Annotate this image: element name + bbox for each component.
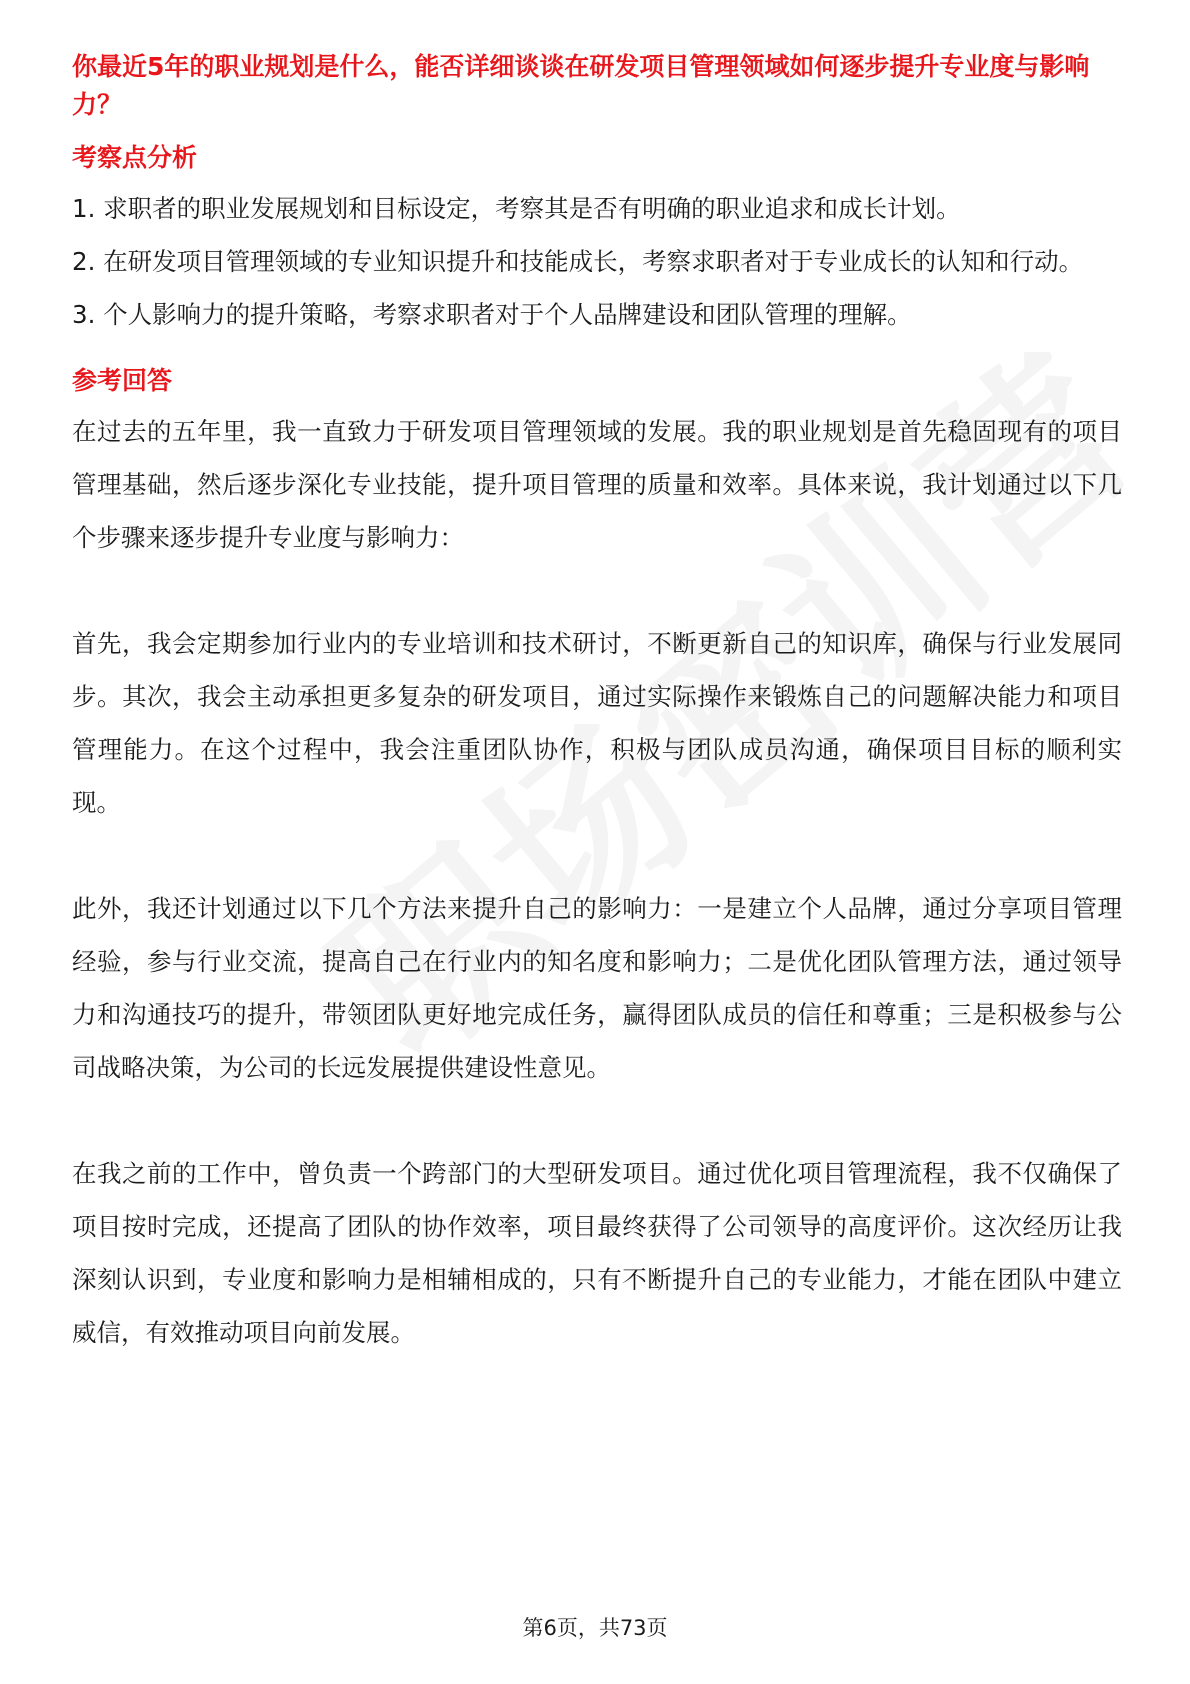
answer-paragraph: 在过去的五年里，我一直致力于研发项目管理领域的发展。我的职业规划是首先稳固现有的项目管理基础，然后逐步深化专业技能，提升项目管理的质量和效率。具体来说，我计划通过以下几个步骤来逐步提升专业度与影响力： — [72, 417, 1122, 552]
analysis-list — [72, 182, 1122, 341]
document-page — [72, 48, 1122, 1359]
analysis-item: 3. 个人影响力的提升策略，考察求职者对于个人品牌建设和团队管理的理解。 — [72, 300, 912, 329]
answer-paragraph: 在我之前的工作中，曾负责一个跨部门的大型研发项目。通过优化项目管理流程，我不仅确保了项目按时完成，还提高了团队的协作效率，项目最终获得了公司领导的高度评价。这次经历让我深刻认识到，专业度和影响力是相辅相成的，只有不断提升自己的专业能力，才能在团队中建立威信，有效推动项目向前发展。 — [72, 1159, 1122, 1347]
answer-paragraph: 此外，我还计划通过以下几个方法来提升自己的影响力：一是建立个人品牌，通过分享项目管理经验，参与行业交流，提高自己在行业内的知名度和影响力；二是优化团队管理方法，通过领导力和沟通技巧的提升，带领团队更好地完成任务，赢得团队成员的信任和尊重；三是积极参与公司战略决策，为公司的长远发展提供建设性意见。 — [72, 894, 1122, 1082]
answer-body — [72, 405, 1122, 1359]
answer-heading: 参考回答 — [72, 366, 173, 395]
analysis-heading: 考察点分析 — [72, 143, 198, 172]
analysis-item: 1. 求职者的职业发展规划和目标设定，考察其是否有明确的职业追求和成长计划。 — [72, 194, 961, 223]
answer-paragraph: 首先，我会定期参加行业内的专业培训和技术研讨，不断更新自己的知识库，确保与行业发展同步。其次，我会主动承担更多复杂的研发项目，通过实际操作来锻炼自己的问题解决能力和项目管理能力。在这个过程中，我会注重团队协作，积极与团队成员沟通，确保项目目标的顺利实现。 — [72, 629, 1122, 817]
analysis-item: 2. 在研发项目管理领域的专业知识提升和技能成长，考察求职者对于专业成长的认知和行动。 — [72, 247, 1084, 276]
question-title: 你最近5年的职业规划是什么，能否详细谈谈在研发项目管理领域如何逐步提升专业度与影响力？ — [72, 52, 1090, 119]
page-footer: 第6页，共73页 — [522, 1616, 668, 1640]
